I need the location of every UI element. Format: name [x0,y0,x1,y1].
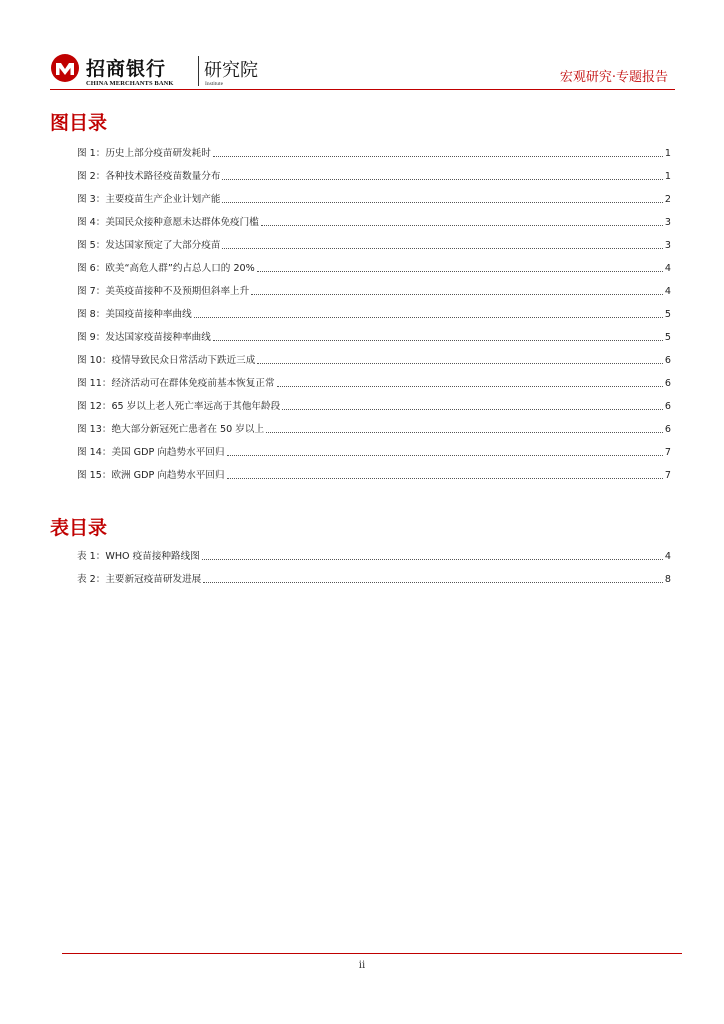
brand-name-english: CHINA MERCHANTS BANK [86,80,174,87]
toc-entry[interactable] [77,563,671,586]
toc-leader [261,225,663,226]
toc-entry-page: 3 [664,217,671,228]
figure-toc-list [77,137,671,482]
toc-entry-label: 图 3：主要疫苗生产企业计划产能 [77,194,221,205]
toc-leader [227,455,663,456]
toc-entry[interactable] [77,413,671,436]
toc-entry-label: 图 8：美国疫苗接种率曲线 [77,309,192,320]
toc-entry-label: 图 12：65 岁以上老人死亡率远高于其他年龄段 [77,401,281,412]
page-number: ii [358,960,366,971]
toc-entry[interactable] [77,206,671,229]
toc-entry-page: 5 [664,332,671,343]
toc-leader [227,478,663,479]
toc-entry-page: 4 [664,551,671,562]
toc-entry-label: 图 1：历史上部分疫苗研发耗时 [77,148,211,159]
toc-entry-label: 表 1：WHO 疫苗接种路线图 [77,551,200,562]
toc-entry-label: 图 9：发达国家疫苗接种率曲线 [77,332,211,343]
toc-entry-label: 表 2：主要新冠疫苗研发进展 [77,574,202,585]
toc-leader [222,179,662,180]
toc-leader [203,582,663,583]
institute-name: 研究院 [204,60,258,81]
toc-entry-page: 1 [664,148,671,159]
table-toc-title: 表目录 [50,517,108,539]
table-toc-list [77,540,671,586]
toc-entry-label: 图 14：美国 GDP 向趋势水平回归 [77,447,225,458]
toc-leader [213,156,663,157]
toc-entry-label: 图 13：绝大部分新冠死亡患者在 50 岁以上 [77,424,265,435]
toc-leader [251,294,663,295]
toc-entry-label: 图 15：欧洲 GDP 向趋势水平回归 [77,470,225,481]
toc-entry[interactable] [77,137,671,160]
toc-entry-page: 6 [664,401,671,412]
toc-entry-label: 图 7：美英疫苗接种不及预期但斜率上升 [77,286,250,297]
toc-entry[interactable] [77,252,671,275]
toc-entry[interactable] [77,367,671,390]
brand-name: 招商银行 [86,58,167,80]
toc-leader [266,432,663,433]
toc-leader [257,363,663,364]
cmb-logo-icon [50,53,80,83]
toc-entry-label: 图 5：发达国家预定了大部分疫苗 [77,240,221,251]
toc-entry[interactable] [77,459,671,482]
toc-entry-label: 图 11：经济活动可在群体免疫前基本恢复正常 [77,378,275,389]
toc-entry[interactable] [77,229,671,252]
toc-entry[interactable] [77,183,671,206]
toc-leader [282,409,663,410]
toc-entry[interactable] [77,298,671,321]
toc-leader [222,248,662,249]
toc-entry[interactable] [77,540,671,563]
toc-leader [202,559,663,560]
toc-entry-label: 图 2：各种技术路径疫苗数量分布 [77,171,221,182]
toc-entry-page: 7 [664,470,671,481]
toc-entry[interactable] [77,436,671,459]
toc-entry-label: 图 10：疫情导致民众日常活动下跌近三成 [77,355,256,366]
toc-entry-page: 6 [664,424,671,435]
toc-entry-page: 5 [664,309,671,320]
toc-entry-page: 8 [664,574,671,585]
toc-leader [257,271,663,272]
toc-leader [213,340,663,341]
institute-name-english: Institute [205,81,224,87]
header-divider [50,89,675,90]
toc-entry-page: 6 [664,378,671,389]
toc-entry[interactable] [77,275,671,298]
toc-entry-page: 4 [664,263,671,274]
footer-divider [62,953,682,954]
toc-leader [194,317,663,318]
toc-entry-page: 7 [664,447,671,458]
toc-entry-label: 图 6：欧美“高危人群”约占总人口的 20% [77,263,255,274]
toc-leader [222,202,662,203]
report-type: 宏观研究·专题报告 [559,70,668,85]
toc-entry-page: 4 [664,286,671,297]
toc-entry-label: 图 4：美国民众接种意愿未达群体免疫门槛 [77,217,259,228]
toc-entry-page: 2 [664,194,671,205]
toc-entry[interactable] [77,160,671,183]
page-header [50,50,675,90]
toc-entry-page: 3 [664,240,671,251]
toc-entry-page: 6 [664,355,671,366]
toc-leader [277,386,663,387]
toc-entry[interactable] [77,344,671,367]
brand-divider [198,56,199,86]
toc-entry[interactable] [77,390,671,413]
toc-entry[interactable] [77,321,671,344]
toc-entry-page: 1 [664,171,671,182]
figure-toc-title: 图目录 [50,112,108,134]
